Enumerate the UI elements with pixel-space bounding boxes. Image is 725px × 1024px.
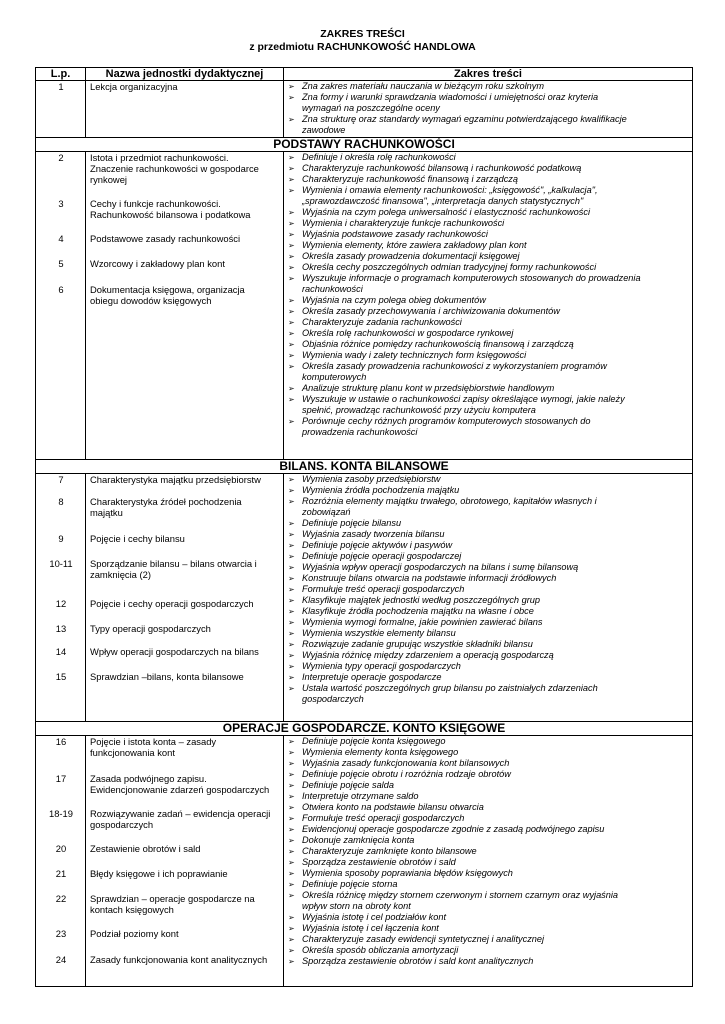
arrow-bullet-icon: ➢ bbox=[288, 274, 295, 283]
objective-text: zawodowe bbox=[302, 125, 346, 135]
arrow-bullet-icon: ➢ bbox=[288, 296, 295, 305]
content-cell bbox=[284, 152, 693, 460]
lesson-name-line: Charakterystyka majątku przedsiębiorstw bbox=[90, 474, 261, 485]
objective-line bbox=[288, 540, 690, 551]
table-header-row bbox=[36, 68, 693, 81]
arrow-bullet-icon: ➢ bbox=[288, 263, 295, 272]
objective-line bbox=[288, 758, 690, 769]
arrow-bullet-icon: ➢ bbox=[288, 924, 295, 933]
lesson-number: 15 bbox=[55, 671, 67, 682]
lesson-number: 16 bbox=[55, 736, 67, 747]
objective-text: Wyjaśnia na czym polega uniwersalność i elastyczność rachunkowości bbox=[302, 207, 591, 217]
objective-line bbox=[288, 416, 690, 427]
arrow-bullet-icon: ➢ bbox=[288, 935, 295, 944]
objective-text: Wymienia sposoby poprawiania błędów księgowych bbox=[302, 868, 513, 878]
objective-line bbox=[288, 934, 690, 945]
arrow-bullet-icon: ➢ bbox=[288, 351, 295, 360]
objective-text: Określa zasady prowadzenia dokumentacji księgowej bbox=[302, 251, 520, 261]
lesson-name-line: Pojęcie i cechy operacji gospodarczych bbox=[90, 598, 254, 609]
arrow-bullet-icon: ➢ bbox=[288, 585, 295, 594]
objective-line bbox=[288, 405, 690, 416]
arrow-bullet-icon: ➢ bbox=[288, 219, 295, 228]
objective-text: Wyjaśnia wpływ operacji gospodarczych na bilans i sumę bilansową bbox=[302, 562, 579, 572]
arrow-bullet-icon: ➢ bbox=[288, 318, 295, 327]
objective-line bbox=[288, 163, 690, 174]
content-cell bbox=[284, 736, 693, 987]
objective-line bbox=[288, 584, 690, 595]
objective-text: Wymienia wymogi formalne, jakie powinien zawierać bilans bbox=[302, 617, 543, 627]
section-body-row bbox=[36, 474, 693, 722]
objective-text: Definiuje pojęcie konta księgowego bbox=[302, 736, 446, 746]
objective-line bbox=[288, 529, 690, 540]
objective-text: Interpretuje otrzymane saldo bbox=[302, 791, 419, 801]
objective-text: Wymienia źródła pochodzenia majątku bbox=[302, 485, 460, 495]
objective-line bbox=[288, 736, 690, 747]
objective-line bbox=[288, 339, 690, 350]
objective-text: Analizuje strukturę planu kont w przedsiębiorstwie handlowym bbox=[302, 383, 555, 393]
lesson-number: 18-19 bbox=[49, 808, 73, 819]
lesson-name-line: Ewidencjonowanie zdarzeń gospodarczych bbox=[90, 784, 270, 795]
objective-text: Wymienia zasoby przedsiębiorstw bbox=[302, 474, 441, 484]
objective-text: Klasyfikuje majątek jednostki według poszczególnych grup bbox=[302, 595, 540, 605]
arrow-bullet-icon: ➢ bbox=[288, 563, 295, 572]
arrow-bullet-icon: ➢ bbox=[288, 486, 295, 495]
objective-line bbox=[288, 945, 690, 956]
lesson-name-line: Błędy księgowe i ich poprawianie bbox=[90, 868, 228, 879]
content-cell bbox=[284, 474, 693, 722]
objective-line bbox=[288, 747, 690, 758]
objective-line bbox=[288, 694, 690, 705]
objective-line bbox=[288, 912, 690, 923]
objective-text: Zna strukturę oraz standardy wymagań egzaminu potwierdzającego kwalifikacje bbox=[302, 114, 627, 124]
objective-text: Ewidencjonuj operacje gospodarcze zgodnie z zasadą podwójnego zapisu bbox=[302, 824, 605, 834]
arrow-bullet-icon: ➢ bbox=[288, 340, 295, 349]
objective-line bbox=[288, 114, 690, 125]
objective-text: Sporządza zestawienie obrotów i sald bbox=[302, 857, 456, 867]
lesson-name-line: funkcjonowania kont bbox=[90, 747, 175, 758]
objective-line bbox=[288, 92, 690, 103]
objective-line bbox=[288, 617, 690, 628]
objective-text: Określa sposób obliczania amortyzacji bbox=[302, 945, 459, 955]
curriculum-table bbox=[35, 67, 693, 987]
lesson-name-line: Wpływ operacji gospodarczych na bilans bbox=[90, 646, 259, 657]
objective-text: Określa cechy poszczególnych odmian tradycyjnej formy rachunkowości bbox=[302, 262, 597, 272]
arrow-bullet-icon: ➢ bbox=[288, 770, 295, 779]
objective-text: Wyszukuje w ustawie o rachunkowości zapisy określające wymogi, jakie należy bbox=[302, 394, 625, 404]
objective-line bbox=[288, 284, 690, 295]
lp-cell bbox=[36, 152, 86, 460]
arrow-bullet-icon: ➢ bbox=[288, 395, 295, 404]
objective-line bbox=[288, 207, 690, 218]
arrow-bullet-icon: ➢ bbox=[288, 629, 295, 638]
objective-line bbox=[288, 361, 690, 372]
objective-line bbox=[288, 474, 690, 485]
arrow-bullet-icon: ➢ bbox=[288, 230, 295, 239]
objective-line bbox=[288, 317, 690, 328]
section-heading: OPERACJE GOSPODARCZE. KONTO KSIĘGOWE bbox=[36, 722, 693, 736]
arrow-bullet-icon: ➢ bbox=[288, 737, 295, 746]
arrow-bullet-icon: ➢ bbox=[288, 574, 295, 583]
objective-text: gospodarczych bbox=[302, 694, 364, 704]
table-body bbox=[36, 81, 693, 987]
arrow-bullet-icon: ➢ bbox=[288, 847, 295, 856]
objective-text: Definiuje pojęcie storna bbox=[302, 879, 398, 889]
objective-line bbox=[288, 791, 690, 802]
lesson-name-line: zamknięcia (2) bbox=[90, 569, 151, 580]
arrow-bullet-icon: ➢ bbox=[288, 362, 295, 371]
objective-line bbox=[288, 218, 690, 229]
objective-line bbox=[288, 295, 690, 306]
lesson-name-line: Charakterystyka źródeł pochodzenia bbox=[90, 496, 242, 507]
objective-text: Interpretuje operacje gospodarcze bbox=[302, 672, 442, 682]
lesson-name-line: Sprawdzian –bilans, konta bilansowe bbox=[90, 671, 244, 682]
objective-text: Określa różnicę między stornem czerwonym i stornem czarnym oraz wyjaśnia bbox=[302, 890, 619, 900]
arrow-bullet-icon: ➢ bbox=[288, 792, 295, 801]
arrow-bullet-icon: ➢ bbox=[288, 640, 295, 649]
lesson-number: 1 bbox=[58, 81, 64, 92]
objective-line bbox=[288, 683, 690, 694]
objective-text: Wyjaśnia zasady funkcjonowania kont bilansowych bbox=[302, 758, 510, 768]
objective-text: prowadzenia rachunkowości bbox=[302, 427, 418, 437]
objective-line bbox=[288, 328, 690, 339]
lp-cell bbox=[36, 81, 86, 138]
objective-text: Klasyfikuje źródła pochodzenia majątku na własne i obce bbox=[302, 606, 534, 616]
arrow-bullet-icon: ➢ bbox=[288, 858, 295, 867]
objective-text: Zna zakres materiału nauczania w bieżącym roku szkolnym bbox=[302, 81, 545, 91]
objective-text: Rozwiązuje zadanie grupując wszystkie składniki bilansu bbox=[302, 639, 533, 649]
objective-text: Wymienia wady i zalety technicznych form księgowości bbox=[302, 350, 527, 360]
objective-line bbox=[288, 846, 690, 857]
objective-text: Porównuje cechy różnych programów komputerowych stosowanych do bbox=[302, 416, 591, 426]
lp-cell bbox=[36, 736, 86, 987]
objective-text: Definiuje i określa rolę rachunkowości bbox=[302, 152, 456, 162]
lp-cell bbox=[36, 474, 86, 722]
lesson-name-line: Zestawienie obrotów i sald bbox=[90, 843, 201, 854]
arrow-bullet-icon: ➢ bbox=[288, 825, 295, 834]
lesson-number: 24 bbox=[55, 954, 67, 965]
unit-name-cell bbox=[86, 474, 284, 722]
arrow-bullet-icon: ➢ bbox=[288, 252, 295, 261]
lesson-name-line: Dokumentacja księgowa, organizacja bbox=[90, 284, 245, 295]
objective-line bbox=[288, 639, 690, 650]
lesson-number: 22 bbox=[55, 893, 67, 904]
objective-text: Wymienia elementy konta księgowego bbox=[302, 747, 459, 757]
lesson-number: 7 bbox=[58, 474, 64, 485]
arrow-bullet-icon: ➢ bbox=[288, 153, 295, 162]
section-heading-row bbox=[36, 722, 693, 736]
objective-text: Formułuje treść operacji gospodarczych bbox=[302, 813, 465, 823]
objective-text: wpływ storn na obroty kont bbox=[302, 901, 411, 911]
lesson-name-line: kontach księgowych bbox=[90, 904, 174, 915]
lesson-number: 2 bbox=[58, 152, 64, 163]
objective-line bbox=[288, 956, 690, 967]
arrow-bullet-icon: ➢ bbox=[288, 891, 295, 900]
objective-text: Wymienia elementy, które zawiera zakładowy plan kont bbox=[302, 240, 527, 250]
lesson-number: 5 bbox=[58, 258, 64, 269]
document-subtitle: z przedmiotu RACHUNKOWOŚĆ HANDLOWA bbox=[249, 41, 476, 53]
objective-line bbox=[288, 350, 690, 361]
arrow-bullet-icon: ➢ bbox=[288, 307, 295, 316]
lesson-name-line: Istota i przedmiot rachunkowości. bbox=[90, 152, 229, 163]
objective-text: Wyjaśnia istotę i cel podziałów kont bbox=[302, 912, 447, 922]
lesson-name-line: Podział poziomy kont bbox=[90, 928, 179, 939]
lesson-name-line: Sporządzanie bilansu – bilans otwarcia i bbox=[90, 558, 257, 569]
arrow-bullet-icon: ➢ bbox=[288, 781, 295, 790]
lesson-number: 21 bbox=[55, 868, 67, 879]
objective-text: Wyjaśnia na czym polega obieg dokumentów bbox=[302, 295, 486, 305]
objective-text: Ustala wartość poszczególnych grup bilansu po zaistniałych zdarzeniach bbox=[302, 683, 598, 693]
objective-line bbox=[288, 496, 690, 507]
arrow-bullet-icon: ➢ bbox=[288, 618, 295, 627]
objective-text: Otwiera konto na podstawie bilansu otwarcia bbox=[302, 802, 484, 812]
arrow-bullet-icon: ➢ bbox=[288, 869, 295, 878]
objective-text: zobowiązań bbox=[302, 507, 351, 517]
column-header-lp: L.p. bbox=[36, 68, 86, 81]
objective-line bbox=[288, 229, 690, 240]
objective-line bbox=[288, 394, 690, 405]
objective-text: komputerowych bbox=[302, 372, 367, 382]
arrow-bullet-icon: ➢ bbox=[288, 519, 295, 528]
objective-line bbox=[288, 551, 690, 562]
objective-line bbox=[288, 152, 690, 163]
objective-text: Dokonuje zamknięcia konta bbox=[302, 835, 415, 845]
objective-line bbox=[288, 185, 690, 196]
objective-text: Określa rolę rachunkowości w gospodarce rynkowej bbox=[302, 328, 514, 338]
objective-text: Wyjaśnia zasady tworzenia bilansu bbox=[302, 529, 445, 539]
arrow-bullet-icon: ➢ bbox=[288, 241, 295, 250]
arrow-bullet-icon: ➢ bbox=[288, 115, 295, 124]
lesson-name-line: rynkowej bbox=[90, 174, 127, 185]
lesson-number: 12 bbox=[55, 598, 67, 609]
arrow-bullet-icon: ➢ bbox=[288, 880, 295, 889]
arrow-bullet-icon: ➢ bbox=[288, 552, 295, 561]
lesson-number: 20 bbox=[55, 843, 67, 854]
objective-line bbox=[288, 606, 690, 617]
section-heading: BILANS. KONTA BILANSOWE bbox=[36, 460, 693, 474]
objective-text: Definiuje pojęcie obrotu i rozróżnia rodzaje obrotów bbox=[302, 769, 511, 779]
lesson-name-line: Rozwiązywanie zadań – ewidencja operacji bbox=[90, 808, 271, 819]
objective-text: Konstruuje bilans otwarcia na podstawie informacji źródłowych bbox=[302, 573, 557, 583]
objective-line bbox=[288, 857, 690, 868]
arrow-bullet-icon: ➢ bbox=[288, 957, 295, 966]
objective-line bbox=[288, 672, 690, 683]
objective-line bbox=[288, 306, 690, 317]
arrow-bullet-icon: ➢ bbox=[288, 673, 295, 682]
content-cell bbox=[284, 81, 693, 138]
objective-line bbox=[288, 196, 690, 207]
objective-text: Rozróżnia elementy majątku trwałego, obrotowego, kapitałów własnych i bbox=[302, 496, 597, 506]
objective-line bbox=[288, 879, 690, 890]
lesson-name-line: Rachunkowość bilansowa i podatkowa bbox=[90, 209, 251, 220]
objective-line bbox=[288, 890, 690, 901]
lesson-name-line: Zasada podwójnego zapisu. bbox=[90, 773, 207, 784]
lesson-number: 3 bbox=[58, 198, 64, 209]
arrow-bullet-icon: ➢ bbox=[288, 946, 295, 955]
objective-text: Wyjaśnia różnicę między zdarzeniem a operacją gospodarczą bbox=[302, 650, 554, 660]
objective-line bbox=[288, 573, 690, 584]
objective-text: Charakteryzuje zasady ewidencji syntetycznej i analitycznej bbox=[302, 934, 545, 944]
objective-line bbox=[288, 661, 690, 672]
objective-text: Wymienia wszystkie elementy bilansu bbox=[302, 628, 456, 638]
objective-text: Definiuje pojęcie bilansu bbox=[302, 518, 402, 528]
objective-line bbox=[288, 507, 690, 518]
objective-text: Objaśnia różnice pomiędzy rachunkowością finansową i zarządczą bbox=[302, 339, 574, 349]
objective-line bbox=[288, 125, 690, 136]
section-heading-row bbox=[36, 138, 693, 152]
unit-name-cell bbox=[86, 81, 284, 138]
arrow-bullet-icon: ➢ bbox=[288, 186, 295, 195]
arrow-bullet-icon: ➢ bbox=[288, 475, 295, 484]
objective-line bbox=[288, 372, 690, 383]
objective-line bbox=[288, 802, 690, 813]
objective-line bbox=[288, 273, 690, 284]
lesson-name-line: Lekcja organizacyjna bbox=[90, 81, 178, 92]
arrow-bullet-icon: ➢ bbox=[288, 759, 295, 768]
arrow-bullet-icon: ➢ bbox=[288, 175, 295, 184]
lesson-name-line: Sprawdzian – operacje gospodarcze na bbox=[90, 893, 255, 904]
section-heading-row bbox=[36, 460, 693, 474]
objective-text: „sprawozdawczość finansowa", „interpretacja danych statystycznych" bbox=[302, 196, 584, 206]
arrow-bullet-icon: ➢ bbox=[288, 803, 295, 812]
lesson-name-line: Typy operacji gospodarczych bbox=[90, 623, 211, 634]
objective-line bbox=[288, 868, 690, 879]
arrow-bullet-icon: ➢ bbox=[288, 913, 295, 922]
section-body-row bbox=[36, 81, 693, 138]
objective-line bbox=[288, 650, 690, 661]
section-heading: PODSTAWY RACHUNKOWOŚCI bbox=[36, 138, 693, 152]
lesson-name-line: Zasady funkcjonowania kont analitycznych bbox=[90, 954, 268, 965]
column-header-unit-name: Nazwa jednostki dydaktycznej bbox=[86, 68, 284, 81]
lesson-number: 6 bbox=[58, 284, 64, 295]
objective-line bbox=[288, 485, 690, 496]
objective-line bbox=[288, 103, 690, 114]
arrow-bullet-icon: ➢ bbox=[288, 662, 295, 671]
objective-text: Wymienia typy operacji gospodarczych bbox=[302, 661, 461, 671]
objective-line bbox=[288, 780, 690, 791]
section-body-row bbox=[36, 152, 693, 460]
objective-text: Sporządza zestawienie obrotów i sald kont analitycznych bbox=[302, 956, 534, 966]
objective-text: spełnić, prowadząc rachunkowość przy użyciu komputera bbox=[302, 405, 536, 415]
lesson-name-line: Cechy i funkcje rachunkowości. bbox=[90, 198, 221, 209]
objective-line bbox=[288, 562, 690, 573]
lesson-number: 8 bbox=[58, 496, 64, 507]
objective-line bbox=[288, 769, 690, 780]
unit-name-cell bbox=[86, 736, 284, 987]
arrow-bullet-icon: ➢ bbox=[288, 684, 295, 693]
lesson-name-line: majątku bbox=[90, 507, 123, 518]
objective-text: Charakteryzuje rachunkowość bilansową i rachunkowość podatkową bbox=[302, 163, 582, 173]
arrow-bullet-icon: ➢ bbox=[288, 607, 295, 616]
objective-text: Wyjaśnia podstawowe zasady rachunkowości bbox=[302, 229, 488, 239]
objective-text: Wymienia i omawia elementy rachunkowości: „księgowość", „kalkulacja", bbox=[302, 185, 598, 195]
objective-line bbox=[288, 383, 690, 394]
objective-text: wymagań na poszczególne oceny bbox=[302, 103, 440, 113]
objective-text: Zna formy i warunki sprawdzania wiadomości i umiejętności oraz kryteria bbox=[302, 92, 599, 102]
column-header-content: Zakres treści bbox=[284, 68, 693, 81]
objective-line bbox=[288, 174, 690, 185]
objective-text: Definiuje pojęcie salda bbox=[302, 780, 394, 790]
objective-text: Wyjaśnia istotę i cel łączenia kont bbox=[302, 923, 439, 933]
objective-text: Charakteryzuje rachunkowość finansową i zarządczą bbox=[302, 174, 519, 184]
arrow-bullet-icon: ➢ bbox=[288, 836, 295, 845]
section-body-row bbox=[36, 736, 693, 987]
lesson-name-line: gospodarczych bbox=[90, 819, 154, 830]
lesson-name-line: Znaczenie rachunkowości w gospodarce bbox=[90, 163, 259, 174]
objective-line bbox=[288, 518, 690, 529]
objective-line bbox=[288, 81, 690, 92]
objective-line bbox=[288, 595, 690, 606]
lesson-name-line: Pojęcie i istota konta – zasady bbox=[90, 736, 217, 747]
lesson-number: 10-11 bbox=[49, 558, 73, 569]
objective-line bbox=[288, 628, 690, 639]
arrow-bullet-icon: ➢ bbox=[288, 329, 295, 338]
unit-name-cell bbox=[86, 152, 284, 460]
objective-text: Określa zasady przechowywania i archiwizowania dokumentów bbox=[302, 306, 560, 316]
lesson-name-line: obiegu dowodów księgowych bbox=[90, 295, 212, 306]
document-title: ZAKRES TREŚCI bbox=[320, 28, 405, 40]
arrow-bullet-icon: ➢ bbox=[288, 530, 295, 539]
lesson-number: 9 bbox=[58, 533, 64, 544]
lesson-number: 17 bbox=[55, 773, 67, 784]
arrow-bullet-icon: ➢ bbox=[288, 384, 295, 393]
objective-text: Wymienia i charakteryzuje funkcje rachunkowości bbox=[302, 218, 505, 228]
objective-text: Definiuje pojęcie aktywów i pasywów bbox=[302, 540, 453, 550]
objective-line bbox=[288, 262, 690, 273]
lesson-name-line: Wzorcowy i zakładowy plan kont bbox=[90, 258, 225, 269]
arrow-bullet-icon: ➢ bbox=[288, 596, 295, 605]
lesson-number: 13 bbox=[55, 623, 67, 634]
arrow-bullet-icon: ➢ bbox=[288, 417, 295, 426]
lesson-name-line: Pojęcie i cechy bilansu bbox=[90, 533, 185, 544]
objective-text: Określa zasady prowadzenia rachunkowości z wykorzystaniem programów bbox=[302, 361, 607, 371]
lesson-number: 14 bbox=[55, 646, 67, 657]
lesson-number: 23 bbox=[55, 928, 67, 939]
objective-line bbox=[288, 901, 690, 912]
arrow-bullet-icon: ➢ bbox=[288, 208, 295, 217]
arrow-bullet-icon: ➢ bbox=[288, 82, 295, 91]
objective-line bbox=[288, 251, 690, 262]
arrow-bullet-icon: ➢ bbox=[288, 541, 295, 550]
objective-line bbox=[288, 427, 690, 438]
lesson-name-line: Podstawowe zasady rachunkowości bbox=[90, 233, 241, 244]
arrow-bullet-icon: ➢ bbox=[288, 651, 295, 660]
objective-text: Wyszukuje informacje o programach komputerowych stosowanych do prowadzenia bbox=[302, 273, 641, 283]
arrow-bullet-icon: ➢ bbox=[288, 748, 295, 757]
arrow-bullet-icon: ➢ bbox=[288, 814, 295, 823]
objective-text: Charakteryzuje zadania rachunkowości bbox=[302, 317, 462, 327]
objective-text: Formułuje treść operacji gospodarczych bbox=[302, 584, 465, 594]
objective-line bbox=[288, 835, 690, 846]
objective-line bbox=[288, 824, 690, 835]
objective-text: Charakteryzuje zamknięte konto bilansowe bbox=[302, 846, 477, 856]
lesson-number: 4 bbox=[58, 233, 64, 244]
arrow-bullet-icon: ➢ bbox=[288, 164, 295, 173]
objective-line bbox=[288, 813, 690, 824]
objective-line bbox=[288, 923, 690, 934]
objective-line bbox=[288, 240, 690, 251]
objective-text: Definiuje pojęcie operacji gospodarczej bbox=[302, 551, 462, 561]
arrow-bullet-icon: ➢ bbox=[288, 93, 295, 102]
objective-text: rachunkowości bbox=[302, 284, 363, 294]
arrow-bullet-icon: ➢ bbox=[288, 497, 295, 506]
